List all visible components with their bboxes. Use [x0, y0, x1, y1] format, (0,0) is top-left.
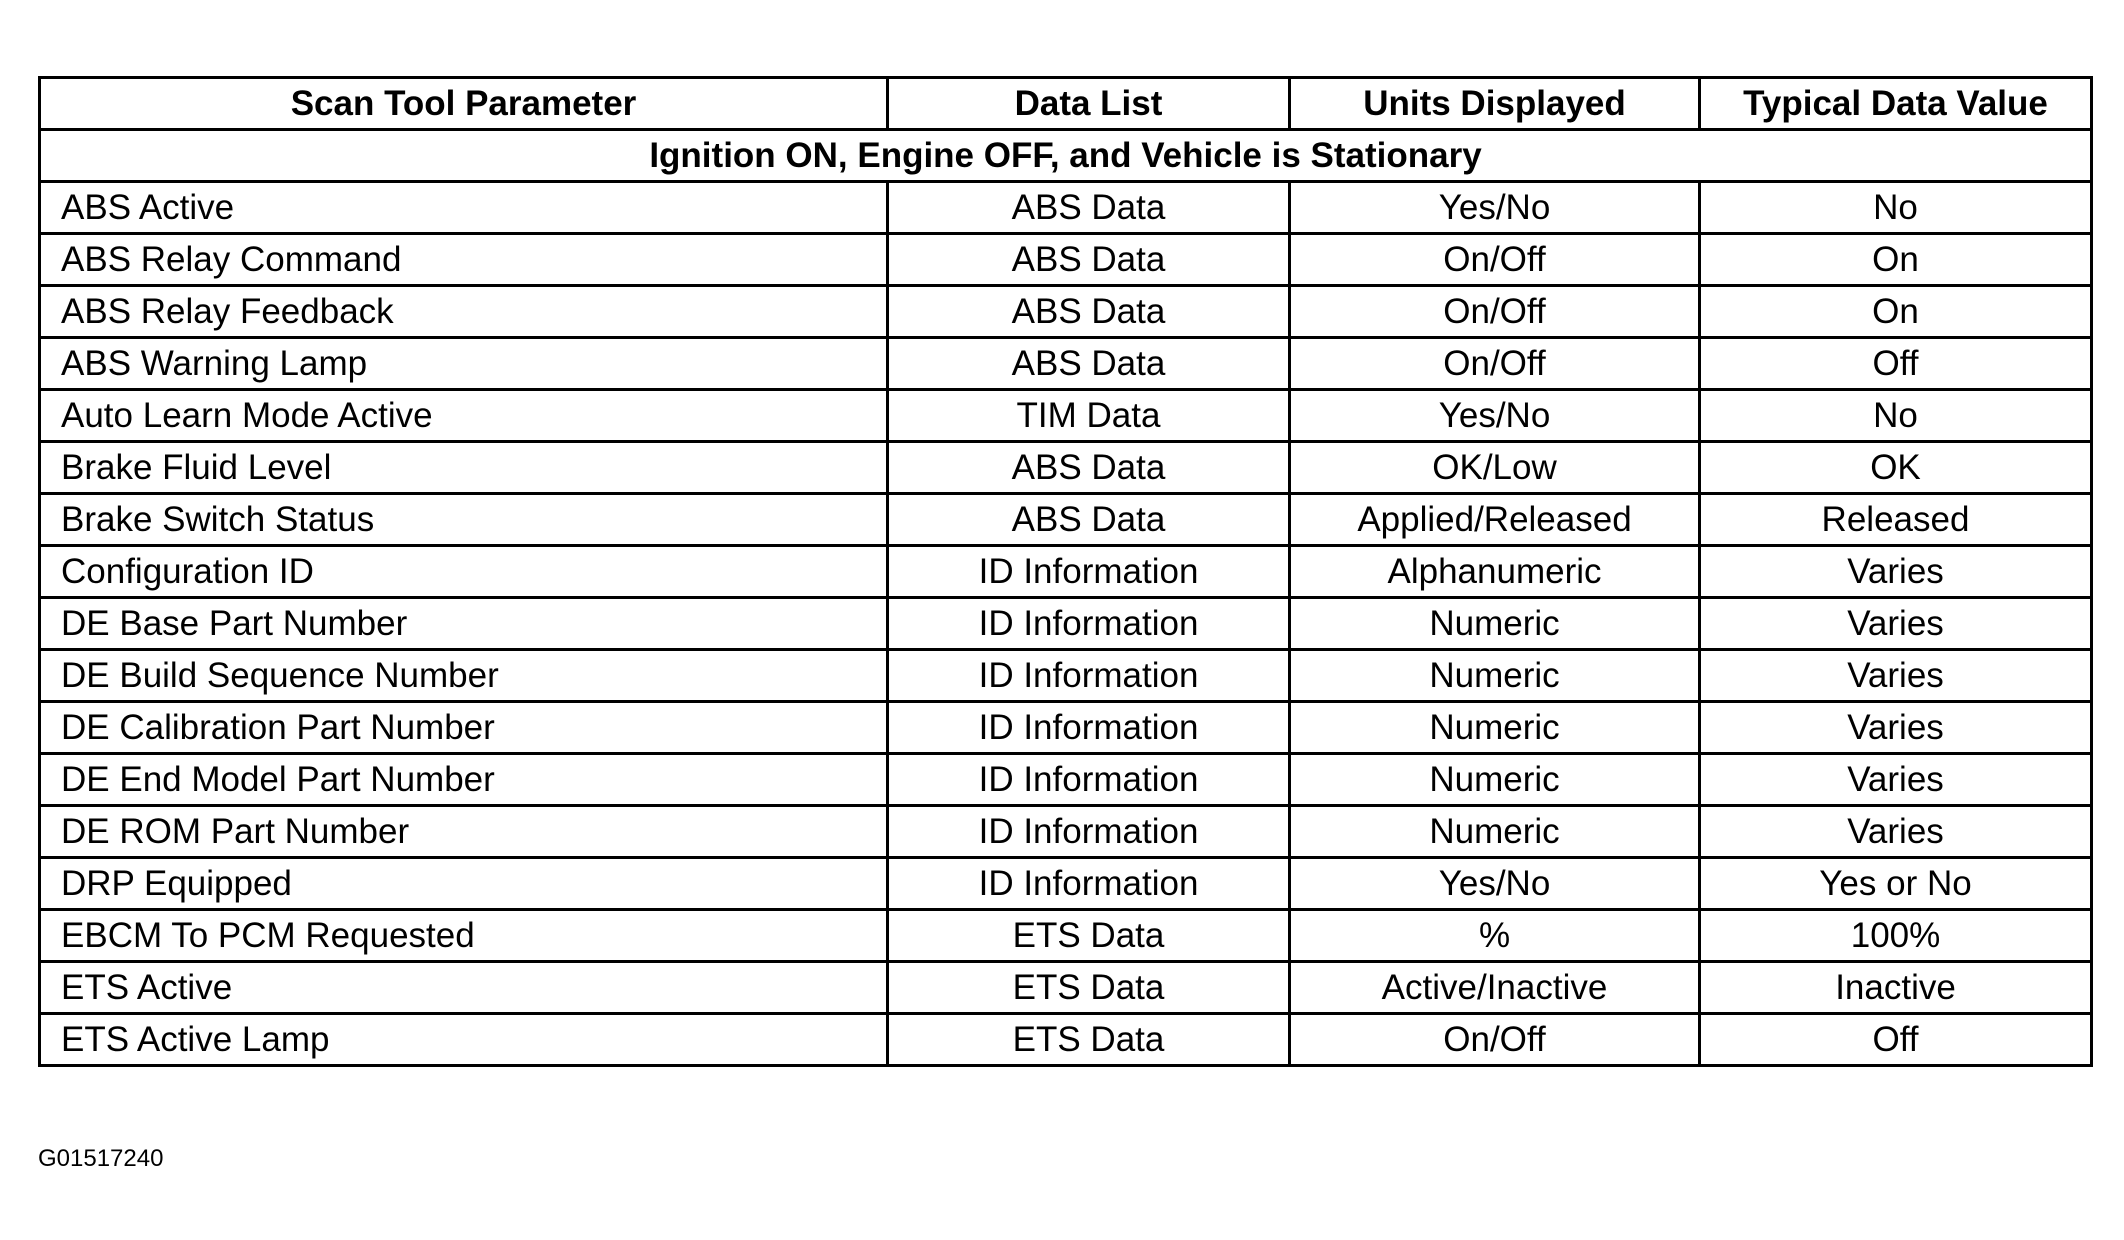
data-list-cell: ID Information — [888, 702, 1290, 754]
table-row — [40, 494, 2092, 546]
data-list-cell: ABS Data — [888, 338, 1290, 390]
table-row — [40, 286, 2092, 338]
table-row — [40, 338, 2092, 390]
parameter-cell: ETS Active Lamp — [40, 1014, 888, 1066]
table-row — [40, 598, 2092, 650]
typical-value-cell: Varies — [1700, 702, 2092, 754]
parameter-cell: ABS Warning Lamp — [40, 338, 888, 390]
typical-value-cell: On — [1700, 234, 2092, 286]
table-row — [40, 754, 2092, 806]
table-row — [40, 182, 2092, 234]
data-list-cell: ID Information — [888, 546, 1290, 598]
typical-value-cell: Inactive — [1700, 962, 2092, 1014]
table-row — [40, 702, 2092, 754]
data-list-cell: ID Information — [888, 650, 1290, 702]
units-cell: Applied/Released — [1290, 494, 1700, 546]
parameter-cell: DE Calibration Part Number — [40, 702, 888, 754]
data-list-cell: ID Information — [888, 598, 1290, 650]
units-cell: On/Off — [1290, 338, 1700, 390]
units-cell: Yes/No — [1290, 858, 1700, 910]
units-cell: Numeric — [1290, 754, 1700, 806]
units-cell: Numeric — [1290, 598, 1700, 650]
units-cell: Numeric — [1290, 650, 1700, 702]
data-list-cell: ABS Data — [888, 442, 1290, 494]
parameter-cell: DE Build Sequence Number — [40, 650, 888, 702]
header-units-displayed: Units Displayed — [1290, 78, 1700, 130]
parameter-cell: Brake Switch Status — [40, 494, 888, 546]
parameter-cell: ABS Relay Command — [40, 234, 888, 286]
units-cell: OK/Low — [1290, 442, 1700, 494]
typical-value-cell: Off — [1700, 338, 2092, 390]
table-row — [40, 806, 2092, 858]
table-row — [40, 390, 2092, 442]
typical-value-cell: Varies — [1700, 650, 2092, 702]
units-cell: On/Off — [1290, 1014, 1700, 1066]
typical-value-cell: OK — [1700, 442, 2092, 494]
units-cell: Yes/No — [1290, 182, 1700, 234]
typical-value-cell: Released — [1700, 494, 2092, 546]
data-list-cell: ABS Data — [888, 286, 1290, 338]
typical-value-cell: No — [1700, 182, 2092, 234]
units-cell: Alphanumeric — [1290, 546, 1700, 598]
typical-value-cell: Varies — [1700, 754, 2092, 806]
units-cell: Numeric — [1290, 806, 1700, 858]
section-row — [40, 130, 2092, 182]
table-row — [40, 910, 2092, 962]
table-row — [40, 546, 2092, 598]
scan-tool-parameter-table — [38, 76, 2093, 1067]
data-list-cell: TIM Data — [888, 390, 1290, 442]
parameter-cell: Auto Learn Mode Active — [40, 390, 888, 442]
data-list-cell: ID Information — [888, 858, 1290, 910]
parameter-cell: ABS Relay Feedback — [40, 286, 888, 338]
units-cell: On/Off — [1290, 234, 1700, 286]
typical-value-cell: Varies — [1700, 546, 2092, 598]
typical-value-cell: 100% — [1700, 910, 2092, 962]
typical-value-cell: Varies — [1700, 598, 2092, 650]
data-list-cell: ABS Data — [888, 234, 1290, 286]
parameter-cell: DE End Model Part Number — [40, 754, 888, 806]
parameter-cell: ABS Active — [40, 182, 888, 234]
section-title: Ignition ON, Engine OFF, and Vehicle is Stationary — [40, 130, 2092, 182]
table-row — [40, 442, 2092, 494]
scan-tool-data-figure — [38, 76, 2090, 1067]
table-row — [40, 858, 2092, 910]
units-cell: Numeric — [1290, 702, 1700, 754]
typical-value-cell: On — [1700, 286, 2092, 338]
table-row — [40, 234, 2092, 286]
figure-id: G01517240 — [38, 1145, 164, 1172]
parameter-cell: DE Base Part Number — [40, 598, 888, 650]
parameter-cell: DRP Equipped — [40, 858, 888, 910]
header-typical-data-value: Typical Data Value — [1700, 78, 2092, 130]
header-scan-tool-parameter: Scan Tool Parameter — [40, 78, 888, 130]
table-row — [40, 1014, 2092, 1066]
data-list-cell: ABS Data — [888, 182, 1290, 234]
data-list-cell: ETS Data — [888, 1014, 1290, 1066]
typical-value-cell: Yes or No — [1700, 858, 2092, 910]
header-data-list: Data List — [888, 78, 1290, 130]
data-list-cell: ID Information — [888, 806, 1290, 858]
data-list-cell: ETS Data — [888, 962, 1290, 1014]
typical-value-cell: Off — [1700, 1014, 2092, 1066]
data-list-cell: ETS Data — [888, 910, 1290, 962]
data-list-cell: ID Information — [888, 754, 1290, 806]
parameter-cell: Brake Fluid Level — [40, 442, 888, 494]
parameter-cell: EBCM To PCM Requested — [40, 910, 888, 962]
parameter-cell: Configuration ID — [40, 546, 888, 598]
header-row — [40, 78, 2092, 130]
units-cell: Yes/No — [1290, 390, 1700, 442]
typical-value-cell: No — [1700, 390, 2092, 442]
table-row — [40, 962, 2092, 1014]
data-list-cell: ABS Data — [888, 494, 1290, 546]
units-cell: % — [1290, 910, 1700, 962]
typical-value-cell: Varies — [1700, 806, 2092, 858]
table-row — [40, 650, 2092, 702]
units-cell: Active/Inactive — [1290, 962, 1700, 1014]
parameter-cell: ETS Active — [40, 962, 888, 1014]
units-cell: On/Off — [1290, 286, 1700, 338]
parameter-cell: DE ROM Part Number — [40, 806, 888, 858]
